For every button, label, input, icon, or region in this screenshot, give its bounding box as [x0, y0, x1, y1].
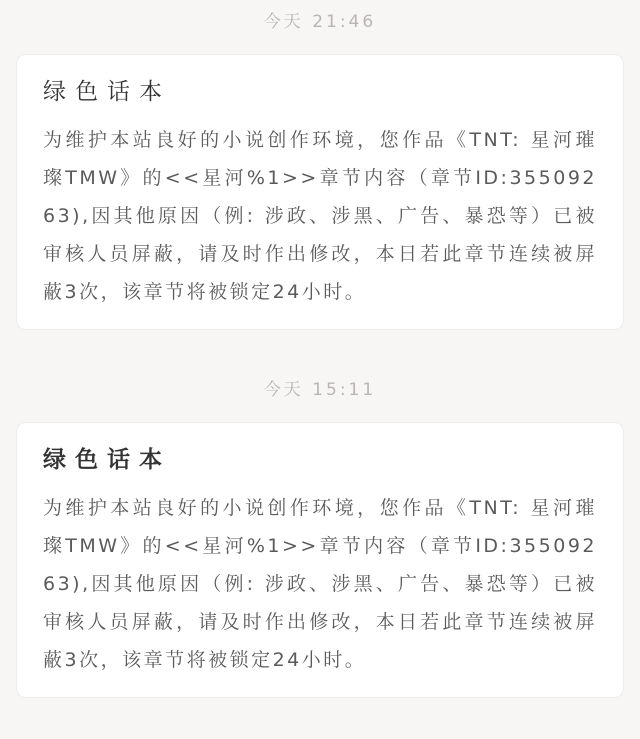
notification-card[interactable]: [16, 422, 624, 698]
notification-feed: [0, 12, 640, 698]
card-body: 为维护本站良好的小说创作环境，您作品《TNT: 星河璀璨TMW》的<<星河%1>>章节内容（章节ID:35509263),因其他原因（例: 涉政、涉黑、广告、暴恐等）已被审核人员屏蔽，请及时作出修改，本日若此章节连续被屏蔽3次，该章节将被锁定24小时。: [43, 497, 597, 671]
card-title: 绿色话本: [43, 447, 171, 473]
timestamp: 今天 21:46: [263, 12, 377, 32]
card-body: 为维护本站良好的小说创作环境，您作品《TNT: 星河璀璨TMW》的<<星河%1>>章节内容（章节ID:35509263),因其他原因（例: 涉政、涉黑、广告、暴恐等）已被审核人员屏蔽，请及时作出修改，本日若此章节连续被屏蔽3次，该章节将被锁定24小时。: [43, 129, 597, 303]
timestamp: 今天 15:11: [263, 380, 377, 400]
message-group-1: [0, 12, 640, 330]
notification-card[interactable]: [16, 54, 624, 330]
card-title: 绿色话本: [43, 79, 171, 105]
message-group-2: [0, 380, 640, 698]
